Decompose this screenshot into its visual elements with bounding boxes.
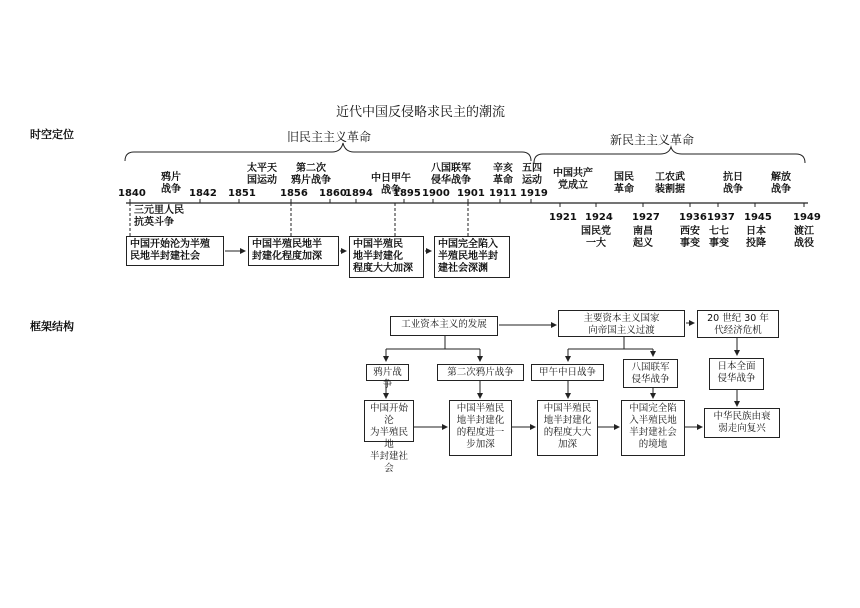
year-label: 1919 bbox=[520, 188, 548, 199]
event-label: 解放 战争 bbox=[771, 172, 791, 195]
event-label: 七七 事变 bbox=[709, 226, 729, 249]
framework-war-box: 第二次鸦片战争 bbox=[437, 364, 524, 381]
year-label: 1921 bbox=[549, 212, 577, 223]
framework-result-box: 中国开始沦 为半殖民地 半封建社会 bbox=[364, 400, 414, 442]
year-label: 1856 bbox=[280, 188, 308, 199]
event-label: 八国联军 侵华战争 bbox=[431, 163, 471, 186]
timeline-box: 中国完全陷入 半殖民地半封 建社会深渊 bbox=[434, 236, 510, 278]
section-label-timeline: 时空定位 bbox=[30, 128, 74, 141]
event-label: 鸦片 战争 bbox=[161, 172, 181, 195]
framework-result-box: 中华民族由衰 弱走向复兴 bbox=[704, 408, 780, 438]
year-label: 1894 bbox=[345, 188, 373, 199]
event-label: 工农武 装割据 bbox=[655, 172, 685, 195]
year-label: 1851 bbox=[228, 188, 256, 199]
event-label: 国民 革命 bbox=[614, 172, 634, 195]
year-label: 1937 bbox=[707, 212, 735, 223]
timeline-box: 中国半殖民 地半封建化 程度大大加深 bbox=[349, 236, 424, 278]
era-label-old: 旧民主主义革命 bbox=[287, 130, 372, 144]
year-label: 1900 bbox=[422, 188, 450, 199]
framework-result-box: 中国半殖民 地半封建化 的程度进一 步加深 bbox=[449, 400, 512, 456]
framework-top-box: 20 世纪 30 年 代经济危机 bbox=[697, 310, 779, 338]
year-label: 1840 bbox=[118, 188, 146, 199]
year-label: 1949 bbox=[793, 212, 821, 223]
section-label-framework: 框架结构 bbox=[30, 320, 74, 333]
old-era-brace bbox=[125, 143, 531, 161]
year-label: 1842 bbox=[189, 188, 217, 199]
new-era-brace bbox=[534, 147, 805, 163]
framework-war-box: 鸦片战争 bbox=[366, 364, 409, 381]
event-label: 西安 事变 bbox=[680, 226, 700, 249]
framework-top-box: 主要资本主义国家 向帝国主义过渡 bbox=[558, 310, 685, 337]
event-label: 中国共产 党成立 bbox=[553, 168, 593, 191]
framework-war-box: 八国联军 侵华战争 bbox=[623, 359, 678, 388]
framework-war-box: 甲午中日战争 bbox=[531, 364, 604, 381]
framework-result-box: 中国完全陷 入半殖民地 半封建社会 的境地 bbox=[621, 400, 685, 456]
event-label: 国民党 一大 bbox=[581, 226, 611, 249]
event-label: 中日甲午 战争 bbox=[371, 173, 411, 196]
year-label: 1945 bbox=[744, 212, 772, 223]
timeline-box: 中国开始沦为半殖 民地半封建社会 bbox=[126, 236, 224, 266]
framework-war-box: 日本全面 侵华战争 bbox=[709, 358, 764, 390]
year-label: 1911 bbox=[489, 188, 517, 199]
era-label-new: 新民主主义革命 bbox=[610, 133, 695, 147]
framework-top-box: 工业资本主义的发展 bbox=[390, 316, 498, 336]
year-label: 1924 bbox=[585, 212, 613, 223]
event-label: 南昌 起义 bbox=[633, 226, 653, 249]
year-label: 1927 bbox=[632, 212, 660, 223]
event-label: 三元里人民 抗英斗争 bbox=[134, 205, 184, 228]
timeline-box: 中国半殖民地半 封建化程度加深 bbox=[248, 236, 339, 266]
event-label: 抗日 战争 bbox=[723, 172, 743, 195]
year-label: 1901 bbox=[457, 188, 485, 199]
event-label: 太平天 国运动 bbox=[247, 163, 277, 186]
event-label: 辛亥 革命 bbox=[493, 163, 513, 186]
year-label: 1895 bbox=[393, 188, 421, 199]
framework-result-box: 中国半殖民 地半封建化 的程度大大 加深 bbox=[537, 400, 598, 456]
event-label: 五四 运动 bbox=[522, 163, 542, 186]
page-title: 近代中国反侵略求民主的潮流 bbox=[336, 105, 506, 120]
year-label: 1860 bbox=[319, 188, 347, 199]
event-label: 渡江 战役 bbox=[794, 226, 814, 249]
year-label: 1936 bbox=[679, 212, 707, 223]
event-label: 日本 投降 bbox=[746, 226, 766, 249]
event-label: 第二次 鸦片战争 bbox=[291, 163, 331, 186]
